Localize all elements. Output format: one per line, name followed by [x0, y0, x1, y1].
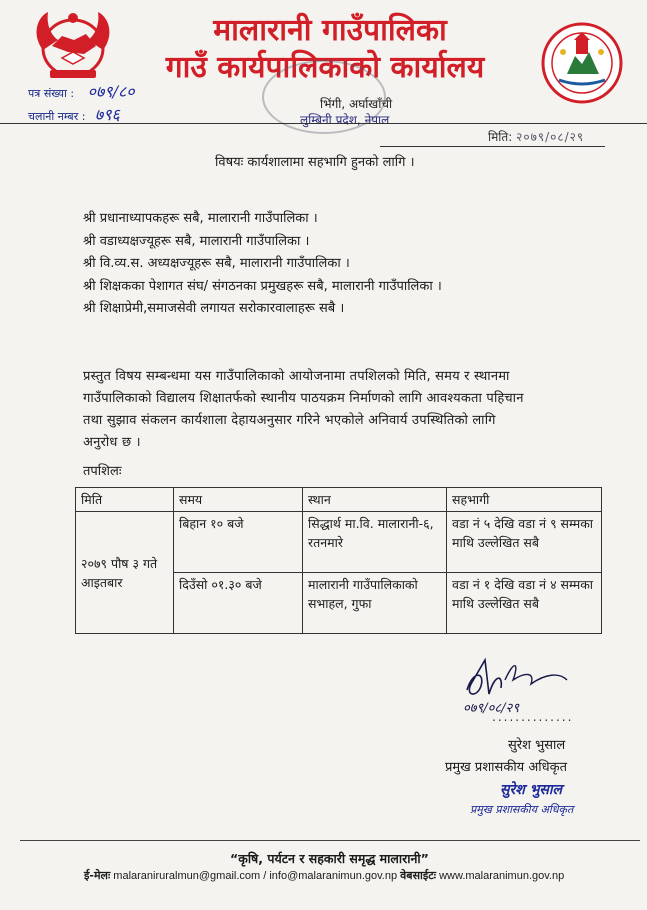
address-line2: लुम्बिनी प्रदेश, नेपाल [300, 113, 390, 127]
time-cell: दिउँसो ०१.३० बजे [174, 573, 303, 634]
participants-cell: वडा नं १ देखि वडा नं ४ सम्मका माथि उल्लेखित सबै [447, 573, 602, 634]
chalani-value: ७९६ [94, 105, 120, 124]
address-line1: भिंगी, अर्घाखाँची [320, 97, 393, 111]
place-cell: मालारानी गाउँपालिकाको सभाहल, गुफा [303, 573, 447, 634]
letter-date [488, 128, 584, 145]
nepal-emblem-logo [22, 6, 124, 86]
office-title-line2: गाउँ कार्यपालिकाको कार्यालय [165, 50, 485, 85]
signatory-name: सुरेश भुसाल [508, 738, 566, 753]
date-cell: २०७९ पौष ३ गते आइतबार [76, 512, 174, 634]
stamp-signatory-name: सुरेश भुसाल [500, 782, 563, 798]
col-header-time: समय [174, 488, 303, 512]
recipient-item: श्री शिक्षाप्रेमी,समाजसेवी लगायत सरोकारवालाहरू सबै । [83, 301, 345, 316]
email-addresses: malaraniruralmun@gmail.com / info@malaranimun.gov.np [113, 870, 398, 882]
date-underline [380, 146, 605, 147]
recipient-item: श्री वडाध्यक्षज्यूहरू सबै, मालारानी गाउँपालिका । [83, 233, 310, 249]
signature-date: ०७९/०८/२९ [463, 701, 520, 716]
footer-contact [84, 868, 564, 883]
col-header-participants: सहभागी [447, 488, 602, 512]
body-paragraph [83, 366, 603, 454]
col-header-place: स्थान [303, 488, 447, 512]
date-label: मिति: [488, 130, 513, 144]
col-header-date: मिति [76, 488, 174, 512]
chalani-label: चलानी नम्बर : [28, 110, 86, 123]
office-title-line1: मालारानी गाउँपालिका [213, 13, 447, 48]
chalani-number [28, 103, 120, 125]
recipient-item: श्री शिक्षकका पेशागत संघ/ संगठनका प्रमुखहरू सबै, मालारानी गाउँपालिका । [83, 278, 442, 294]
footer-motto: “कृषि, पर्यटन र सहकारी समृद्ध मालारानी” [230, 851, 429, 866]
email-label: ई-मेलः [84, 869, 111, 882]
municipality-seal-logo [541, 22, 623, 104]
patra-sankhya [28, 80, 135, 102]
body-line: गाउँपालिकाको विद्यालय शिक्षातर्फको स्थानीय पाठयक्रम निर्माणको लागि आवश्यकता पहिचान [83, 391, 524, 406]
participants-cell: वडा नं ५ देखि वडा नं ९ सम्मका माथि उल्लेखित सबै [447, 512, 602, 573]
signatory-title: प्रमुख प्रशासकीय अधिकृत [445, 760, 568, 775]
footer-divider [20, 840, 640, 841]
recipient-list [83, 208, 442, 321]
body-line: अनुरोध छ । [83, 435, 141, 450]
recipient-item: श्री प्रधानाध्यापकहरू सबै, मालारानी गाउँपालिका । [83, 211, 318, 226]
patra-label: पत्र संख्या : [28, 87, 75, 100]
tapsil-label: तपशिलः [83, 464, 122, 479]
recipient-item: श्री वि.व्य.स. अध्यक्षज्यूहरू सबै, मालारानी गाउँपालिका । [83, 256, 350, 271]
website-label: वेबसाईटः [400, 869, 437, 882]
schedule-table [75, 487, 602, 634]
table-header-row [76, 488, 602, 512]
time-cell: बिहान १० बजे [174, 512, 303, 573]
stamp-signatory-title: प्रमुख प्रशासकीय अधिकृत [470, 803, 574, 816]
website-url: www.malaranimun.gov.np [439, 870, 565, 882]
table-row [76, 512, 602, 573]
letter-subject: विषयः कार्यशालामा सहभागि हुनको लागि । [215, 155, 415, 170]
place-cell: सिद्धार्थ मा.वि. मालारानी-६, रतनमारे [303, 512, 447, 573]
body-line: प्रस्तुत विषय सम्बन्धमा यस गाउँपालिकाको आयोजनामा तपशिलको मिति, समय र स्थानमा [83, 369, 510, 384]
patra-value: ०७९/८० [87, 82, 135, 101]
signature-dots: .............. [492, 710, 574, 724]
date-value: २०७९/०८/२९ [516, 130, 585, 144]
header-divider [0, 123, 647, 124]
body-line: तथा सुझाव संकलन कार्यशाला देहायअनुसार गरिने भएकोले अनिवार्य उपस्थितिको लागि [83, 413, 496, 428]
